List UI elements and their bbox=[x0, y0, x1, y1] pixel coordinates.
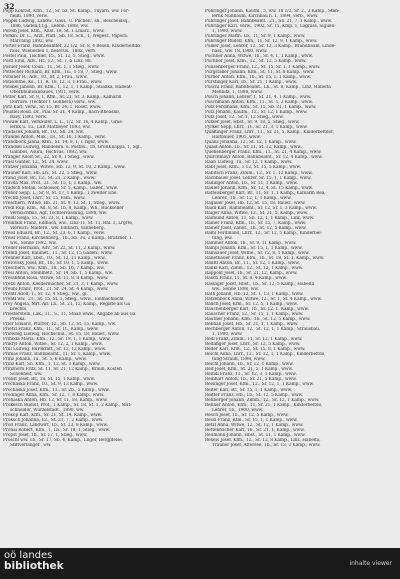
directory-entry-line: Prinzhorn Fritz, St. 11, Sr. 21, 12 Kamp., Braun, Kosten bbox=[3, 367, 122, 373]
directory-entry-line: Preisl Eduard, Br., 12., St. 23, 6, 1 Kamp., verw. bbox=[3, 231, 105, 237]
directory-entry-line: Postel Paul, Tischler, 15., St. 12, 5, Stieg., www. bbox=[3, 54, 105, 60]
directory-entry-line: Posuer Josef, Coun., 11., St. 1, 1 Stieg., www. bbox=[3, 64, 100, 70]
directory-entry-line: Bavy, 1893, verw. bbox=[10, 114, 48, 120]
directory-entry-line: Prochaska Franz, 10., St. 9, 13 Kamp., www. bbox=[3, 382, 99, 388]
viewer-footer bbox=[0, 548, 400, 579]
directory-entry-line: 1, 1900, www. bbox=[212, 29, 243, 35]
logo-line2: bibliothek bbox=[4, 560, 64, 572]
directory-entry-line: Purner Anton, Kfm., 1b., St. 15, 1, 1 Kamp., www. bbox=[205, 74, 311, 80]
directory-entry-line: Rappold Josef, 1b., Sr. 21, 12, Kamp., www. bbox=[205, 271, 298, 277]
directory-entry-line: Rauchenberger Karl, 1b., Sr. 12, 1, Kamp., www. bbox=[205, 306, 309, 312]
directory-entry-line: Raffelsberger Karl, Br., 11, Sr. 1, 1 Kamp., Kamarin Rea, bbox=[205, 190, 326, 196]
directory-entry-line: Poppel Ludwig, Landw., Gaul., U. Puchen', sh., Bescheidsq., bbox=[3, 19, 130, 25]
directory-entry-line: Prochaska Josef, Kfm., 11., Sr. 2b., 5 Kamp., www. bbox=[3, 387, 110, 393]
directory-entry-line: Potsiher R., Adv., 10., 8f, 2, Frau., www. bbox=[3, 74, 88, 80]
directory-entry-line: Prier Eduard, Pfarrer, 12., Sb. 12, St. 15, Kamp., ww. bbox=[3, 321, 117, 327]
directory-entry-line: Prenner Karl, Lbst., 10., St. 12, 11 Kamp., www. bbox=[3, 256, 106, 262]
directory-entry-line: Quanz Johanna, 12., St. 12, 1 Kamp., www. bbox=[205, 140, 297, 146]
directory-entry-line: Predl Rup. Kfm., Ad. 8, St. 1b, 8, Kamp., Wb., Ruckseller bbox=[3, 205, 124, 211]
left-column bbox=[3, 9, 193, 448]
directory-entry-line: heißl, 1890, verw. bbox=[10, 14, 48, 20]
directory-entry-line: Prohaska Anton, Hb. 12, Sr. 11, 18, Kamp., www. bbox=[3, 397, 108, 403]
directory-entry-line: Mehnitz, 1, 1898, www. bbox=[212, 89, 263, 95]
directory-entry-line: Premtl Josef, Baumet., 11., Sr. 12, 15 Gaden., www. bbox=[3, 251, 113, 257]
directory-entry-line: Pühringer Johann, Kaufm., 5, ww. 18 1/2, Sr. 2., 3 Kamp., Stah- bbox=[205, 9, 340, 14]
directory-entry-line: Ressl Franz, Kfm., Sr. 15, 1, 1 Kamp., www. bbox=[205, 417, 298, 423]
directory-entry-line: Redlinger Josef, Lhrr., Sr. 12, 5 Kamp., www. bbox=[205, 342, 301, 348]
directory-entry-line: Primas Franz, Bahnbeamt., 11, Sr. 1, Kamp., www. bbox=[3, 352, 112, 358]
directory-entry-line: ww., Sonne 1892, ww. bbox=[10, 241, 57, 247]
directory-entry-line: Prandel Anton, Mak., 18., St. 16, 1 Kamp., verw. bbox=[3, 135, 106, 141]
directory-entry-line: Pürstinger Karl, 1b., Sr. 21, 1 Kamp., www. bbox=[205, 79, 298, 85]
directory-entry-line: Rammer Anton, 1b., Sr. 9, 11 Kamp., www. bbox=[205, 241, 297, 247]
directory-entry-line: Raab Ludwig, 1u., Sr. 12, 1 Kamp., www. bbox=[205, 160, 293, 166]
directory-entry-line: Punzenberger Franz, 12., St. 15, Sr. 1, 1 Kamp., www. bbox=[205, 64, 321, 70]
directory-entry-line: Prerovsky Josef, Br., 1b., Sr. 10, 1, 5 Kamp., www. bbox=[3, 261, 109, 267]
directory-entry-line: Prill Ludwig, Bürokraft., Sr. 12, 12 Kamp., www. bbox=[3, 347, 107, 353]
directory-entry-line: Preinfalk Franz, Edlbach, ww., Linz-11, St. 11, Rnl. 3, Lrgrte, bbox=[3, 220, 134, 226]
directory-entry-line: Qualtinger Franz, Lhrr., 11., Sr. 21, 5, Kamp., Kinderbeltdor, bbox=[205, 130, 334, 136]
directory-entry-line: Trauner Josef, Attersee, 1b., Sr. 13, 2 Kamp., www. bbox=[212, 443, 321, 449]
directory-entry-line: Reichl Johann, 1b., Sr. 12, 1 Kamp., www. bbox=[205, 362, 294, 368]
directory-entry-line: Proksch Johanna, 12., St. 21, 7, 2 Kamp., www. bbox=[3, 417, 104, 423]
directory-entry-line: Prand Josef, Br., 12., St. 21, 2 Kamp., www. bbox=[3, 175, 96, 181]
directory-entry-line: Prinz Karl, Sn. Kfm., 1, 12, St. 3 Kamp., www. bbox=[3, 362, 101, 368]
right-column bbox=[205, 9, 395, 448]
directory-entry-line: Rexeis Josef, Kfm., 12., Sr. 12, 8 Kamp., Linz, Habelta, bbox=[205, 437, 321, 443]
directory-entry-line: Reindl Franz, 11., Sr. 12, 3, 1 Kamp., www. bbox=[205, 372, 297, 378]
directory-entry-line: Radinger Anton, 1b., Sr. 11, 1 Kamp., www. bbox=[205, 180, 298, 186]
directory-entry-line: raus, Wiebesteil 1, nesevus., 1882, verb. bbox=[10, 49, 97, 55]
directory-entry-line: Prentl ww., 21., St. 15, St. 1, Stieg., www., Einmachlacht bbox=[3, 296, 124, 302]
directory-entry-line: Rabl Josef, Kfm., 1 12, St. 15, 5 Kamp., www. bbox=[205, 165, 301, 171]
directory-entry-line: Ramsauer Josef, Witbe., Sr. 12, 8, 1 Kamp., www. bbox=[205, 251, 310, 257]
directory-entry-line: Potsbel Jahonn, Br. Kfm., 1, 12, 1, 1 Kamp., Stianka, Habeat- bbox=[3, 84, 133, 90]
directory-entry-line: Presl Anton, Steinmetz., Sr. 14, Sb. 1, 5 Kamp., ww. bbox=[3, 271, 113, 277]
directory-entry-line: Püschl Franz, Bahnbeamt., Lh., St. 8, Kamp., Linz, Habelta bbox=[205, 84, 331, 90]
directory-entry-line: Pühringer Karl, Verw., 1902, Sr. 15, Kmp. 1, Lagrass, Siguen- bbox=[205, 24, 336, 30]
directory-entry-line: Rasinger Josef, Hbst., 1b., Sr. 12, 5 Kamp., Habelta bbox=[205, 281, 315, 287]
directory-entry-line: Quast Anton, 1b., Sr. 11, St. 12, Kamp., www. bbox=[205, 145, 302, 151]
directory-entry-line: Prey Angela, Mrt. Ad. Ln., St. 21, 12, Kamp., Registe als Ga bbox=[3, 301, 131, 307]
directory-entry-line: 1, 1900, www. bbox=[212, 332, 243, 337]
directory-entry-line: Potter Karl, Sr. 9, 1, Kfm., Sr. 21, Sr. 3, Kamp., Kamarin bbox=[3, 94, 122, 100]
directory-entry-line: Pulker Josef, Lehrer, 12., Sr. 12, 3 Kamp., Brandbaum, Linde- bbox=[205, 44, 336, 50]
directory-entry-line: Preisl Franz, Kirchenberg., 1b., Sb. 3u, 2 Kamp., Bratzner, 1. bbox=[3, 236, 133, 242]
directory-entry-line: Pradsch Stefan, Schlosser, Sr. 5, Kamp., Gaßer., www. bbox=[3, 185, 118, 191]
directory-entry-line: tung Strauß, 1898, www. bbox=[212, 357, 266, 363]
directory-entry-line: Rainer Franz, Kfm., 1b., Sr. 15, 7, Kamp., www. bbox=[205, 220, 307, 226]
directory-entry-line: Reder Karl, Kfm., 12., St. 15, 8, 1 Kamp., www. bbox=[205, 347, 306, 353]
directory-entry-line: Putz Ferdinand, Kfm., St. 15, Sb. 21, 1 Kamp., www. bbox=[205, 104, 317, 110]
directory-entry-line: Ranetbauer Franz, Kfm., 1b., St. 18, St. 1, Kamp., www. bbox=[205, 256, 325, 262]
directory-entry-line: Putz Josef, 12., Sr. 1, 12 Stieg., www. bbox=[205, 114, 284, 120]
directory-entry-line: Preschern, Witwe, Hb. 21, St. 9, 13, St. 1, Stieg., www. bbox=[3, 200, 121, 206]
directory-entry-line: Raimund Anton, 11, Sb. 12, 1, 1 Kamp., Linz, www. bbox=[205, 215, 315, 221]
directory-entry-line: Pronai Robert, Kfm., 1, Lb., Sr. 18, 1, Stieg., www. bbox=[3, 427, 111, 433]
directory-entry-line: Reisinger Josef, Kfm., 12., Sr. 12, 1, 1 Kamp., www. bbox=[205, 382, 314, 388]
directory-entry-line: Rauch Josef, Kfm., Sr. 12, 5, 1 Kamp., www. bbox=[205, 301, 298, 307]
directory-entry-line: nast., ww. 18, 1900, www. bbox=[212, 49, 268, 55]
directory-entry-line: Puchner Anna, Witwe, 1b., Sr. 4, 1, 1 Kamp., www. bbox=[205, 54, 313, 60]
directory-entry-line: Preska. bbox=[10, 316, 26, 322]
directory-entry-line: Rautner Johann, Kfm., 1b., St. 12, 5 Kamp., www. bbox=[205, 316, 311, 322]
directory-entry-line: Preller Hermann, Adv., Sr. 22, St. 11, 2 Kamp., www. bbox=[3, 246, 116, 252]
directory-entry-line: Porter Franz, Bahnbeamter, 22 1/2, Sr. 8, 4 Besen, Kinderbeltdo bbox=[3, 44, 140, 50]
library-logo[interactable] bbox=[4, 551, 64, 571]
directory-entry-line: brechts. bbox=[10, 306, 28, 312]
directory-entry-line: Rebhan Josef, Hb., Sr. 21, 1, 1 Kamp., www. bbox=[205, 321, 299, 327]
directory-entry-line: Prasl Gunter, 12., St. 24, www. bbox=[3, 160, 69, 166]
directory-entry-line: Potz Karl, Verw., Sr. 15, Br. 24, 1, Roser, www. bbox=[3, 104, 102, 110]
directory-entry-line: Preschern, ww., Kfm., 18., Sb. 16, 7 Kamp., ww. bbox=[3, 266, 105, 272]
directory-entry-line: Preidl Sonja, 15., St. 23, 8, 1 Kamp., www. bbox=[3, 215, 94, 221]
directory-entry-line: Rachbauer Josef, Lehrer, Sr. 15, 1, 1 Kamp., www. bbox=[205, 175, 312, 181]
directory-entry-line: Gallibos, Asura, Teichvas, 1892, ww. bbox=[10, 150, 88, 156]
directory-entry-line: Viereich. Maltere., ww. Edlbach, Vanneberg. bbox=[10, 226, 105, 232]
directory-entry-line: Proll Franz, Landwirt, 1b., St. 23, 8 Kamp., www. bbox=[3, 422, 108, 428]
directory-entry-line: Ratzenböck Anna, Witwe, 12., Sr. 1, St. 4 Kamp., www. bbox=[205, 296, 322, 302]
directory-entry-line: Stiftverlänger., ww. bbox=[10, 443, 52, 449]
directory-entry-line: Poreib Josef, Kfm., Altst. 18, St. 1 Lmarz., www. bbox=[3, 29, 105, 35]
directory-entry-line: Priesterstein, Lak., 11., S., 11, Staab www., Angabe ab aus Ga bbox=[3, 311, 136, 317]
directory-entry-line: Rampl Johann, Kfm., Sr. 15, 1, 1 Kamp., www. bbox=[205, 246, 303, 252]
directory-entry-line: Oberbbunisanbaues, 1911, verw. bbox=[10, 89, 81, 95]
directory-entry-line: Renner Anton, Kfm., 11, Sr. 21, 1 Kamp., Kinderbeltdo, bbox=[205, 402, 323, 408]
directory-entry-line: Raidl Karl, Bahnbeamt., Sr. 12, Sr. 1, 3 Kamp., www. bbox=[205, 205, 317, 211]
directory-entry-line: Prihoda Maria, Kfm., 12., Sr. 19, 1, 1 Kamp., www. bbox=[3, 337, 111, 343]
directory-entry-line: Propst Josef, 1b., Sr. 17, 1, Stieg., www. bbox=[3, 432, 88, 438]
directory-entry-line: Prauner Karl, Hb. Lh., St. 22, 5 Stieg., www. bbox=[3, 170, 98, 176]
directory-entry-line: Pühringer Josef, Bahnbeamt., 21., Sb. 21, 7, 1 Kamp., www. bbox=[205, 19, 333, 25]
directory-entry-line: Prokop Karl, Kfm., Sr. 21, St. 14, Kamp., www. bbox=[3, 412, 103, 418]
directory-entry-line: Resch Josef, 1b., Sr. 12, 5 Kamp., www. bbox=[205, 412, 289, 418]
directory-entry-line: Rainer Josef, Zahnt., 1b., St. 12, 5 Kamp., www. bbox=[205, 226, 307, 232]
directory-entry-line: Radler Johann, Kfm., Sr. 12, 4, St. 15 Kamp., www. bbox=[205, 185, 314, 191]
directory-entry-line: Postl Emil, Adv., Hf., 12., St. 7, 5 Linz, 88. bbox=[3, 59, 92, 65]
directory-entry-line: Prikryl Anton, Witbe., Sr. 12, 2, 1 Kamp., www. bbox=[3, 342, 103, 348]
directory-entry-line: Prebor Sepp, L., Sr. 8, St. 17, 1 Kamp., 1 zweiter Ehe. bbox=[3, 190, 118, 196]
directory-entry-line: Schönheit, ww. bbox=[10, 372, 43, 378]
directory-entry-line: lerkk u. 1u., Luft Mattleyer 1893, ww. bbox=[10, 125, 91, 131]
directory-entry-line: Pühringer Rudolf, Kfm., 11, Sr. 12, 9, 1 Kamp., www. bbox=[205, 39, 318, 45]
directory-entry-line: Prinz Johann, 1u., St. 5, 6 Kamp., www. bbox=[3, 357, 87, 363]
directory-entry-line: Prokesch Rudolf, Prof., 1 Kamp., Sr. 18, St. 1, 2 Kamp., Mut- bbox=[3, 402, 132, 408]
directory-entry-line: Reif Josef, Kfm., St. 21, 5, 1 Kamp., www. bbox=[205, 367, 293, 373]
directory-entry-line: Prechtl Josef, Lhrr., Sr. 15, Fam., www. bbox=[3, 195, 86, 201]
directory-entry-line: 1886, Gaden.t.t.g., Lebbn. 1888, ww. bbox=[10, 24, 89, 30]
viewer-label: inhalte viewer bbox=[349, 560, 392, 567]
logo-line1: oö landes bbox=[4, 550, 53, 561]
directory-entry-line: Puschmann Anton, Kfm., 11., St. 1, 2 Kamp., www. bbox=[205, 99, 313, 105]
directory-entry-line: Rechberger Anton, 12., St. 12, 1, 1 Kamp., Strausbau, bbox=[205, 326, 321, 332]
directory-entry-line: Quehenberger Franz, Kfm., 11., St. 21, 4 Kamp., www. bbox=[205, 150, 322, 156]
directory-entry-line: Prodinger Anna, Kfm., Sr. 12, 7, 8 Kamp., www. bbox=[3, 392, 105, 398]
directory-entry-line: Quirchmayr Anton, Bahnbeamt., Sr. 12, 4 Kamp., www. bbox=[205, 155, 323, 161]
directory-entry-line: Reinhart Anton, 1b., Sr. 21, 5 Kamp., www. bbox=[205, 377, 297, 383]
directory-entry-line: ww., Sonne 1898, ww. bbox=[212, 286, 259, 292]
directory-entry-line: Lehrer., 1b., Sr. 12, 1, 1 Kamp., www. bbox=[212, 195, 292, 201]
directory-entry-line: schneider, Wurzelstadt., 1890, ww. bbox=[10, 407, 85, 413]
directory-entry-line: Probst Josef, Br., 18, St. 15, 1 Kamp., www. bbox=[3, 377, 95, 383]
directory-entry-line: Potisonthe, Ks., 11. R. 18, 12, 3, 1 Frau., www. bbox=[3, 79, 103, 85]
directory-entry-line: Priewnig Ludwig, Hochschul., St. 15, 18, Bauer., www. bbox=[3, 332, 120, 337]
directory-entry-line: Ranftl Anton, Br., 11., Sr. 12, 1 Kamp., www. bbox=[205, 261, 300, 267]
directory-entry-line: Pretzl Anton, Kleidermacher, Sr. 21, 3, 1 Kamp., www. bbox=[3, 281, 119, 287]
directory-entry-line: Rehberger Johann, Zimm., 12., Sr. 12, 1 Kamp., www. bbox=[205, 397, 320, 403]
directory-entry-line: Prentl Adolf, 1., Sr. 12, 4 Stieg., ww., gl. bbox=[3, 291, 88, 297]
directory-entry-line: Putzer Josef, Hbst., Sr. 9, 18, 5, Stieg., www. bbox=[205, 120, 300, 126]
page-number: 32 bbox=[4, 2, 15, 11]
directory-entry-line: Purgstaller Johann, Kfm., St. 11, St. 8 Kamp., www. bbox=[205, 69, 315, 75]
directory-entry-line: Proschl ww. 1b., Sr. 17, Sb. 4, Kamp., Lnger, Bergpfeise, bbox=[3, 437, 124, 443]
directory-entry-line: Rabitsch Franz, Zimm., 12., Sr. 1, 12 Kamp., www. bbox=[205, 170, 313, 176]
directory-entry-line: Ragailer Josef, Hb. 12, St. 15, 18, Bauer., www. bbox=[205, 200, 306, 206]
directory-entry-line: Prietzl Franz, Kfm., 11., St. 1t., Kamp., www. bbox=[3, 326, 99, 332]
directory-entry-line: Reitter Franz, Hb., 1b., St. 12, 5 Kamp., www. bbox=[205, 392, 304, 398]
directory-entry-line: Reumann Johann, Hbst., St. 11, 1 Kamp., www. bbox=[205, 432, 306, 438]
directory-entry-line: Rath Johann, Hb. 12, St. 1, 13, 1 Kamp., www. bbox=[205, 291, 304, 297]
directory-entry-line: Pressbhnd Rosa, Witwe, St. 11, 8, 8 Kamp., www. bbox=[3, 276, 109, 282]
directory-entry-line: Rankl Karl, Zimm., 12., St. 12, 1 Kamp., www. bbox=[205, 266, 304, 272]
directory-entry-line: Pottecher Richard, Br. Kfm., 1u., 1 18, 7, Stieg., www. bbox=[3, 69, 118, 75]
directory-entry-line: Pravda Max, Prof., 21., St. 15, 1, 1 Kamp., ww. bbox=[3, 180, 103, 186]
directory-entry-line: Vermächtnis, Agt, Tochtervassung, 1898, ww. bbox=[10, 210, 107, 216]
directory-entry-line: Pranger Adolf, Sr., 22, Sr. 9, 1 Stieg., www. bbox=[3, 155, 95, 161]
directory-entry-line: Raiger Anna, Witwe, 12., St. 21, 5, Kamp., www. bbox=[205, 210, 309, 216]
directory-entry-line: Poudlel Rosd. Dr., Plai. Sr. 21, 4 Kamp., Bach-Rheasnb, bbox=[3, 109, 121, 115]
directory-entry-line: Marching 1892, ww. bbox=[10, 39, 54, 45]
directory-entry-line: Putz Johann, Kaufm., 12., Sr. 12, 1 Kamp., www. bbox=[205, 109, 308, 115]
directory-entry-line: Powale Karl, Verkaufer, L. L., 1/2, Sr. 16, 4 Kamp., Grüs- bbox=[3, 120, 123, 126]
directory-entry-line: Pyrker Sepp, Lhrr., 1t., Sr. 21, 3, 1 Kamp., www. bbox=[205, 125, 308, 131]
directory-entry-line: Reichl Anna, Lhrr., 12., Sr. 12, 1, 1 Kamp., Kinderbeltdo, bbox=[205, 352, 326, 358]
directory-entry-line: Pusch Johann, Lehrer, 1, St. 21, 4, 1 Kamp., www. bbox=[205, 94, 312, 100]
directory-entry-line: Prandböck Janna, Kfm., St. 14, 8, 1, 1 ziger, www. bbox=[3, 140, 110, 146]
directory-entry-line: Lehrer, 1b., 1900, www. bbox=[212, 407, 264, 413]
directory-entry-line: Raml Ferdinand, Lhrr., 12., Sr. 12, 5 Kamp., Kinderbel- bbox=[205, 231, 322, 237]
directory-entry-line: Pratzer Johanna, Witwe, Hb. 12, 9, St. 10, 2 Kamp., www. bbox=[3, 165, 126, 171]
directory-entry-line: Rettenbacher Karl, 1b., Sr. 21, 1, Kamp., www. bbox=[205, 427, 305, 433]
directory-entry-line: Puchner Josef, Kfm., 12., St. 12, 5 Kamp., www. bbox=[205, 59, 307, 65]
directory-entry-line: Reiter Karl, Br., Sr. 15, 1, 1 Kamp., www. bbox=[205, 387, 293, 393]
directory-entry-line: Prandsel Ludwig, Handelsm. u. Postbü., 1b, GroßKnappa, 1, Sgl., bbox=[3, 145, 143, 151]
directory-entry-line: Preuhl Franz, Prof., 21, Sr. 24, St. 4 Kamp., www. bbox=[3, 286, 109, 292]
directory-entry-line: Prädacek Johann, Br., 10., Sb. 24, ww. bbox=[3, 130, 84, 136]
directory-entry-line: Popp Konrad, Kfm., 12., Sr. 53, St. Kamp., Tuyarn, ww. For- bbox=[3, 9, 130, 14]
directory-entry-line: Pühringer Matth. Lb., 11, Sr. 9, 1 Kamp., www. bbox=[205, 34, 306, 40]
directory-entry-line: tung, ww. bbox=[212, 236, 233, 242]
directory-entry-line: Porkin. Dr. L., Arzt, Pfäff., Sb. 18, Sch., 1, Wegesr., Papora. bbox=[3, 34, 129, 40]
directory-entry-line: lerhk Nußbaum, Kirchbau n. 1, 1894, verb., www. bbox=[212, 14, 319, 20]
directory-entry-line: Redl Franz, Zimm., 11, Sr. 12, 1 Kamp., www. bbox=[205, 337, 303, 343]
directory-entry-line: Rasch Franz, 11, St. 8, 4 Kamp., www. bbox=[205, 276, 287, 282]
directory-entry-line: Rauscher Franz, 12., Sr. 15, 1, 1 Kamp., www. bbox=[205, 311, 304, 317]
directory-entry-line: Retzl Anna, Witwe, 12., St. 12, 1 Kamp., www. bbox=[205, 422, 304, 428]
directory-entry-line: Haltbauer, 1905, www. bbox=[212, 135, 261, 141]
directory-entry-line: Dorrare. (Tochter f. Gonnera) verw., ww. bbox=[10, 99, 97, 105]
